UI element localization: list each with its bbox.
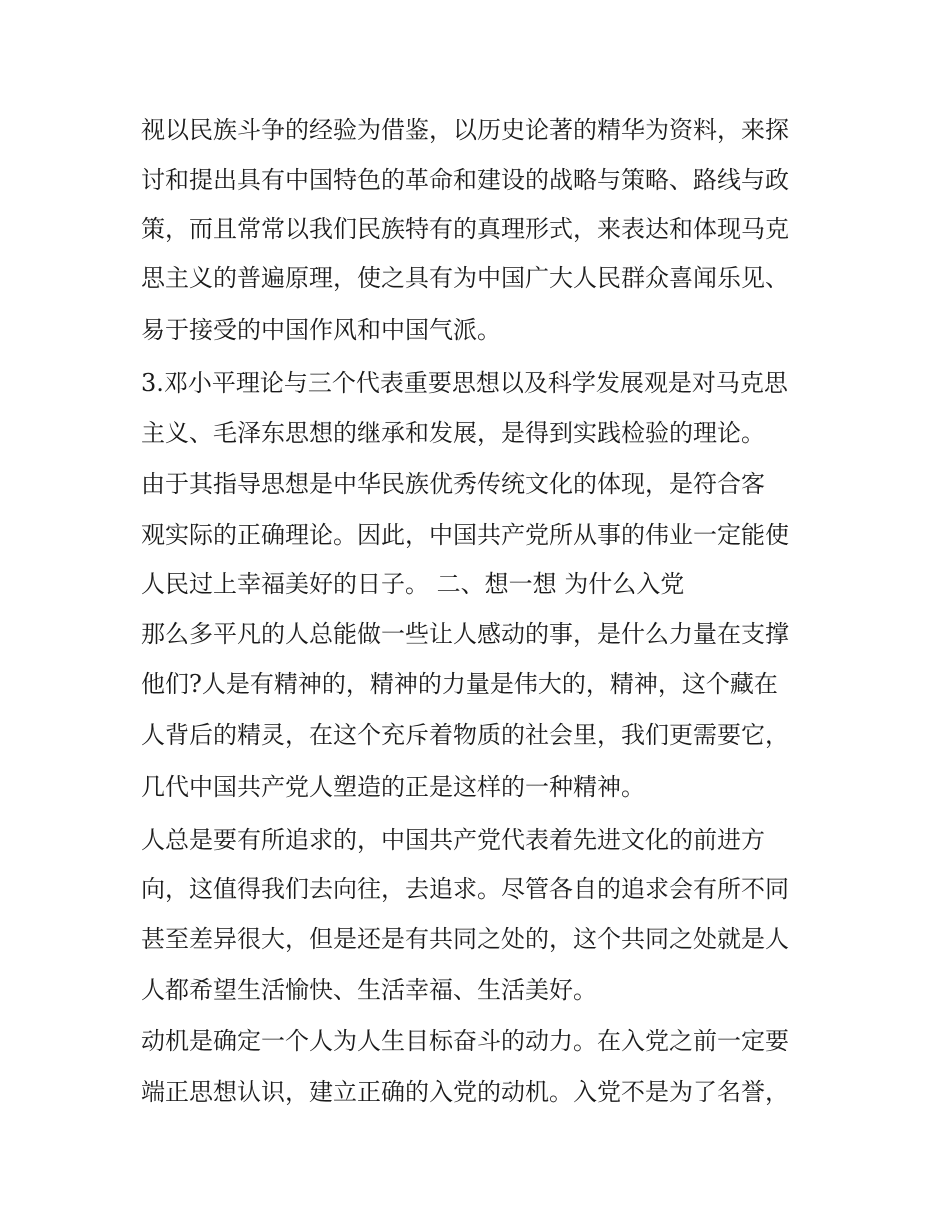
text-line: 他们?人是有精神的，精神的力量是伟大的，精神，这个藏在 xyxy=(141,670,778,698)
text-line: 由于其指导思想是中华民族优秀传统文化的体现，是符合客 xyxy=(141,470,765,498)
text-line: 观实际的正确理论。因此，中国共产党所从事的伟业一定能使 xyxy=(141,521,789,549)
text-line: 动机是确定一个人为人生目标奋斗的动力。在入党之前一定要 xyxy=(141,1027,789,1055)
text-line: 人总是要有所追求的，中国共产党代表着先进文化的前进方 xyxy=(141,826,765,854)
text-line: 向，这值得我们去向往，去追求。尽管各自的追求会有所不同 xyxy=(141,875,789,903)
text-line: 3.邓小平理论与三个代表重要思想以及科学发展观是对马克思 xyxy=(141,369,788,397)
text-line: 讨和提出具有中国特色的革命和建设的战略与策略、路线与政 xyxy=(141,166,789,194)
text-line: 甚至差异很大，但是还是有共同之处的，这个共同之处就是人 xyxy=(141,925,789,953)
text-line: 思主义的普遍原理，使之具有为中国广大人民群众喜闻乐见、 xyxy=(141,264,789,292)
text-line: 策，而且常常以我们民族特有的真理形式，来表达和体现马克 xyxy=(141,215,789,243)
text-line: 端正思想认识，建立正确的入党的动机。入党不是为了名誉， xyxy=(141,1078,789,1106)
text-line: 人都希望生活愉快、生活幸福、生活美好。 xyxy=(141,976,597,1004)
text-line: 视以民族斗争的经验为借鉴，以历史论著的精华为资料，来探 xyxy=(141,116,789,144)
text-line: 易于接受的中国作风和中国气派。 xyxy=(141,316,501,344)
text-line: 人背后的精灵，在这个充斥着物质的社会里，我们更需要它， xyxy=(141,721,789,749)
text-line: 那么多平凡的人总能做一些让人感动的事，是什么力量在支撑 xyxy=(141,620,789,648)
text-line: 主义、毛泽东思想的继承和发展，是得到实践检验的理论。 xyxy=(141,419,765,447)
text-line: 几代中国共产党人塑造的正是这样的一种精神。 xyxy=(141,773,645,801)
text-line: 人民过上幸福美好的日子。 二、想一想 为什么入党 xyxy=(141,570,685,598)
